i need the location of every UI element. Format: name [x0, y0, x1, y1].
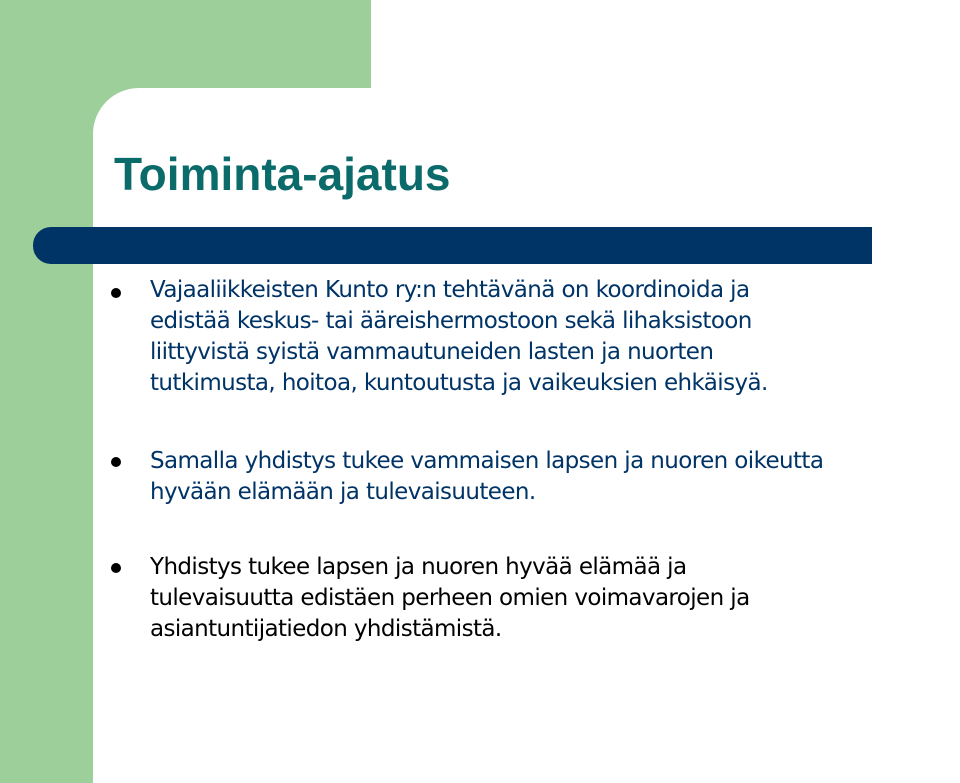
bullet-line: Vajaaliikkeisten Kunto ry:n tehtävänä on koordinoida ja — [150, 277, 750, 303]
bullet-dot-icon — [111, 563, 121, 573]
slide-title: Toiminta-ajatus — [114, 148, 451, 200]
bullet-line: Yhdistys tukee lapsen ja nuoren hyvää elämää ja — [150, 554, 687, 580]
bullet-line: tutkimusta, hoitoa, kuntoutusta ja vaikeuksien ehkäisyä. — [150, 370, 768, 396]
bullet-text — [150, 275, 960, 399]
bullet-dot-icon — [111, 457, 121, 467]
bullet-line: Samalla yhdistys tukee vammaisen lapsen ja nuoren oikeutta — [150, 448, 824, 474]
bullet-line: tulevaisuutta edistäen perheen omien voimavarojen ja — [150, 585, 750, 611]
bullet-line: liittyvistä syistä vammautuneiden lasten ja nuorten — [150, 339, 714, 365]
bullet-line: edistää keskus- tai ääreishermostoon sekä lihaksistoon — [150, 308, 752, 334]
bullet-line: asiantuntijatiedon yhdistämistä. — [150, 616, 502, 642]
bullet-line: hyvään elämään ja tulevaisuuteen. — [150, 479, 536, 505]
bullet-text — [150, 446, 960, 508]
bullet-text — [150, 552, 960, 645]
bullet-dot-icon — [111, 288, 121, 298]
